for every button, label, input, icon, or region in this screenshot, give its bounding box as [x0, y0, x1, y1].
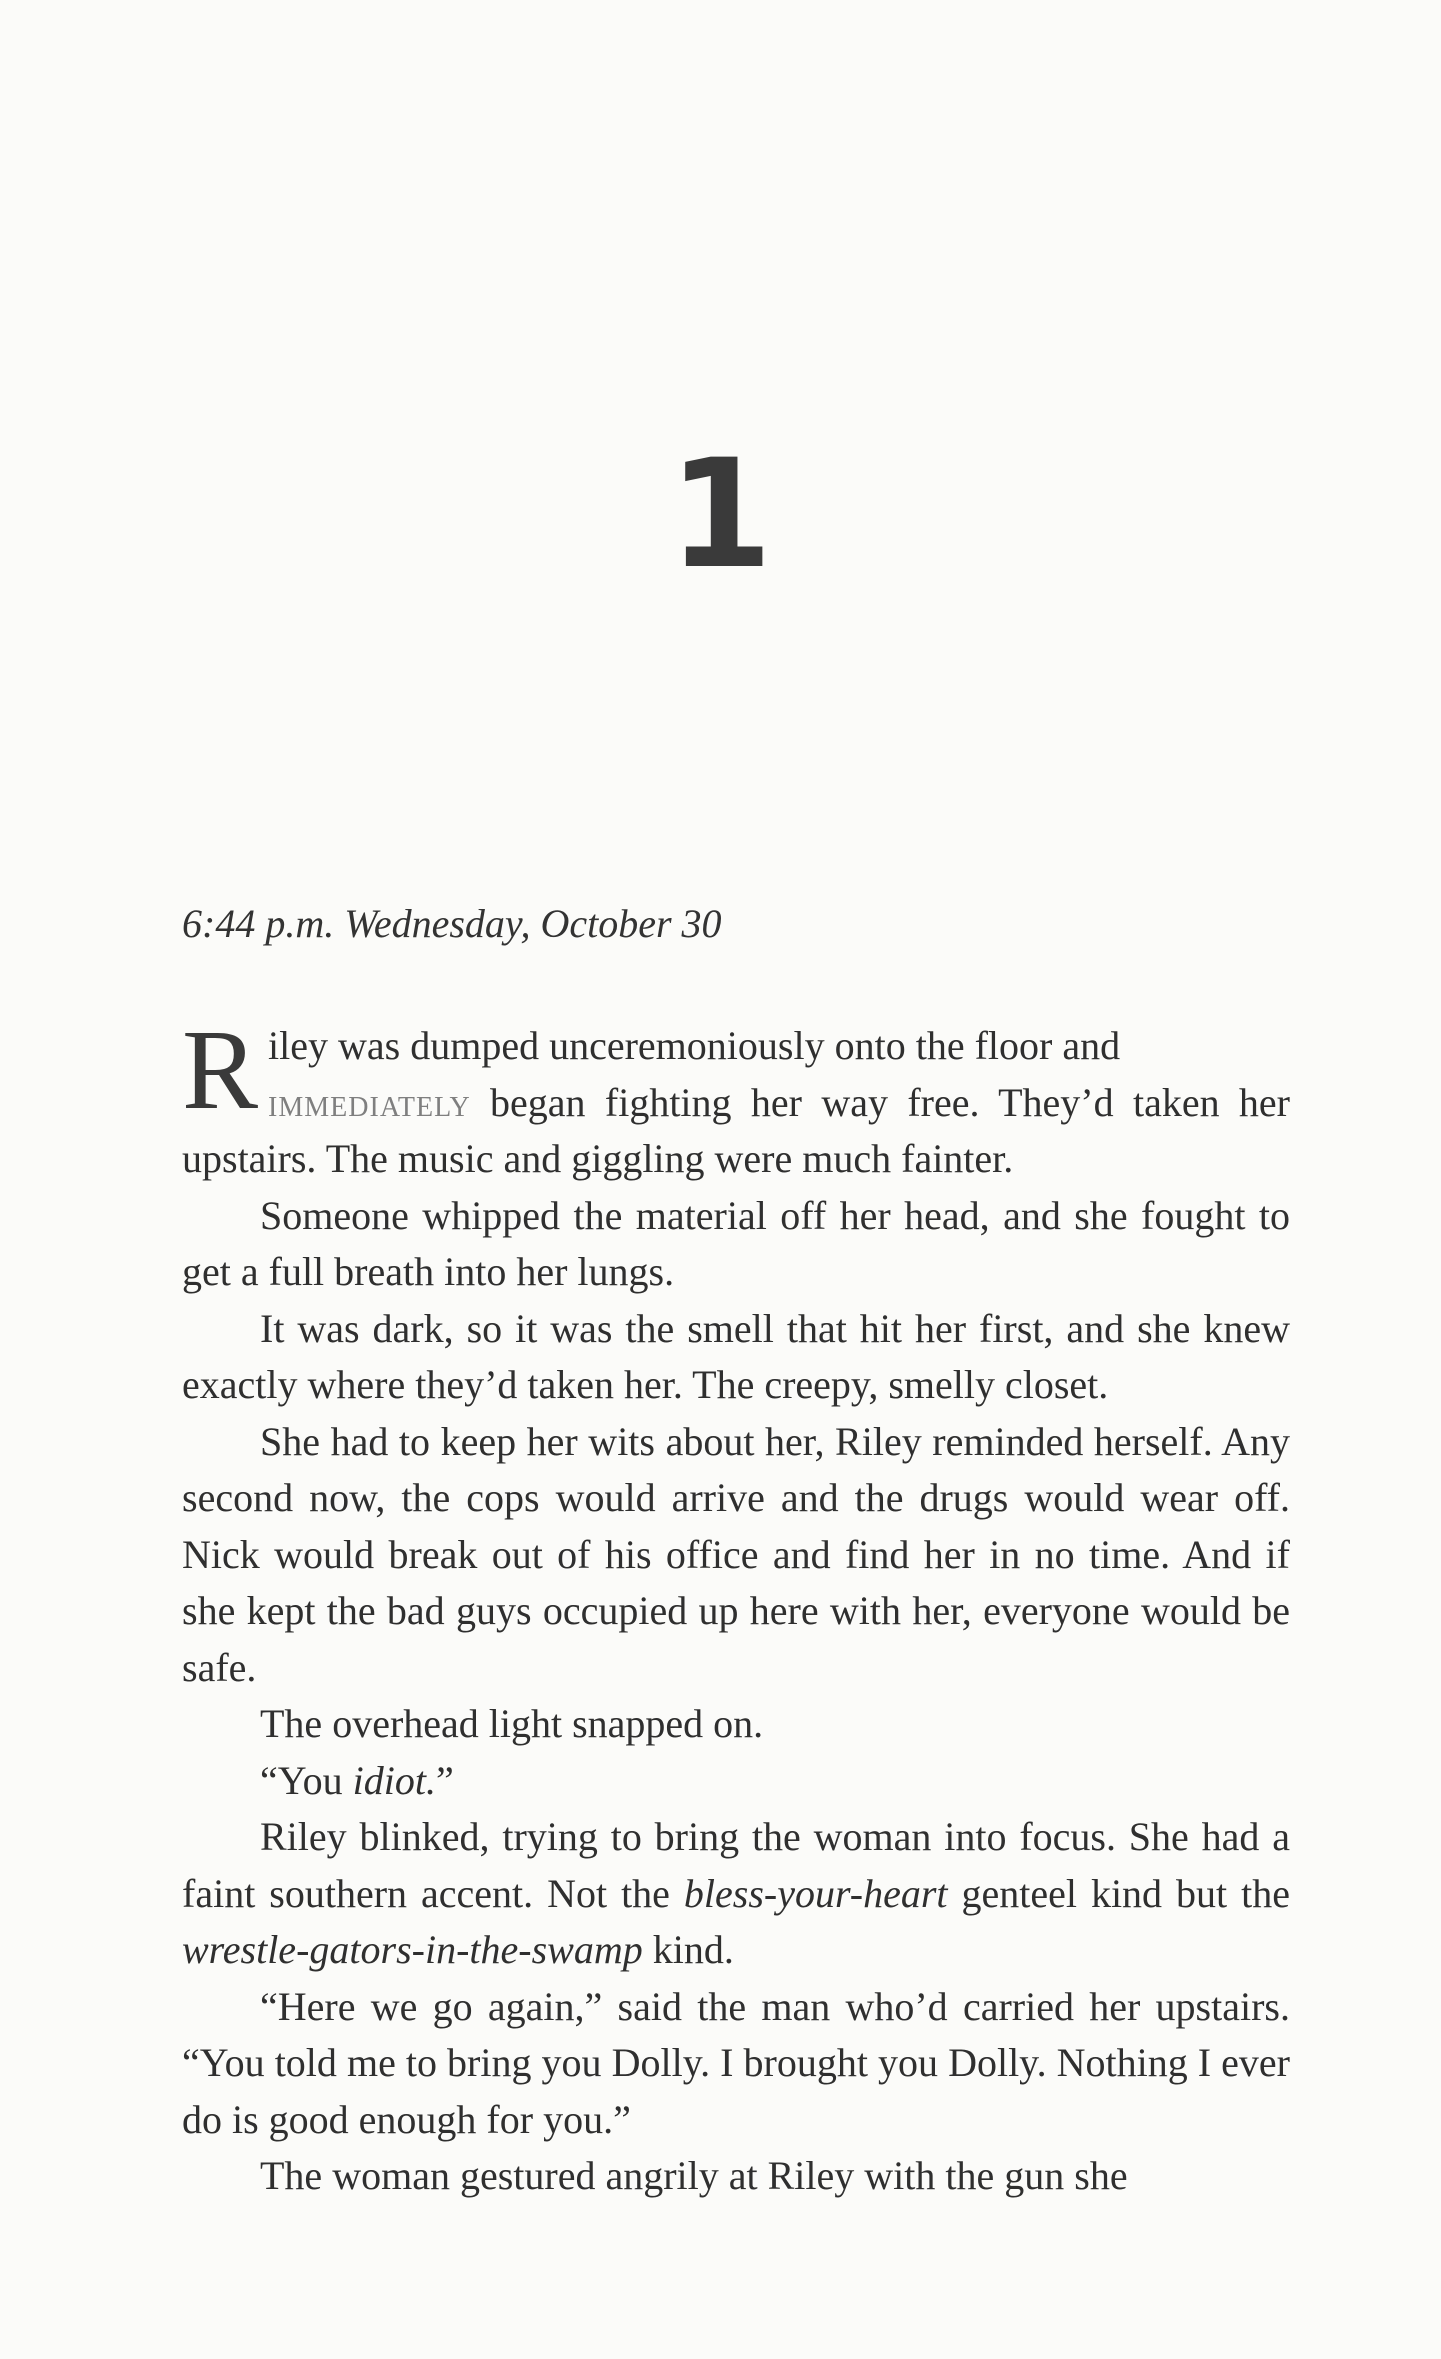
paragraph-1	[182, 1006, 1290, 1188]
paragraph-1-lead: iley was dumped unceremoniously onto the floor and	[268, 1023, 1121, 1068]
paragraph-9: The woman gestured angrily at Riley with the gun she	[260, 2153, 1128, 2198]
paragraph-7-part3: kind.	[642, 1927, 734, 1972]
paragraph-6	[182, 1753, 1290, 1810]
paragraph-2: Someone whipped the material off her head, and she fought to get a full breath into her lungs.	[182, 1192, 1290, 1294]
chapter-number: 1	[668, 428, 773, 602]
paragraph-6-italic: idiot.	[352, 1757, 436, 1803]
paragraph-7	[182, 1809, 1290, 1979]
paragraph-6-after: ”	[435, 1757, 454, 1803]
paragraph-4: She had to keep her wits about her, Riley reminded herself. Any second now, the cops would arrive and the drugs would wear off. Nick would break out of his office and find her in no time. And if she kept the bad guys occupied up here with her, everyone would be safe.	[182, 1418, 1290, 1690]
chapter-timestamp: 6:44 p.m. Wednesday, October 30	[182, 901, 722, 946]
paragraph-7-part1: Riley blinked, trying to bring the woman into focus. She had a faint southern accent. Not the	[182, 1814, 1290, 1916]
paragraph-8: “Here we go again,” said the man who’d carried her upstairs. “You told me to bring you Dolly. I brought you Dolly. Nothing I ever do is good enough for you.”	[182, 1983, 1290, 2142]
paragraph-3: It was dark, so it was the smell that hit her first, and she knew exactly where they’d taken her. The creepy, smelly closet.	[182, 1305, 1290, 1407]
paragraph-7-italic1: bless-your-heart	[683, 1870, 948, 1916]
paragraph-6-before: “You	[260, 1757, 353, 1803]
paragraph-7-italic2: wrestle-gators-in-the-swamp	[182, 1927, 643, 1972]
drop-cap: R	[182, 1006, 259, 1133]
paragraph-7-part2: genteel kind but the	[947, 1870, 1290, 1916]
paragraph-1-rest: began fighting her way free. They’d taken her upstairs. The music and giggling were much fainter.	[182, 1079, 1290, 1181]
paragraph-5: The overhead light snapped on.	[260, 1701, 764, 1746]
chapter-body	[182, 1006, 1290, 2205]
paragraph-1-smallcaps: immediately	[268, 1079, 471, 1125]
